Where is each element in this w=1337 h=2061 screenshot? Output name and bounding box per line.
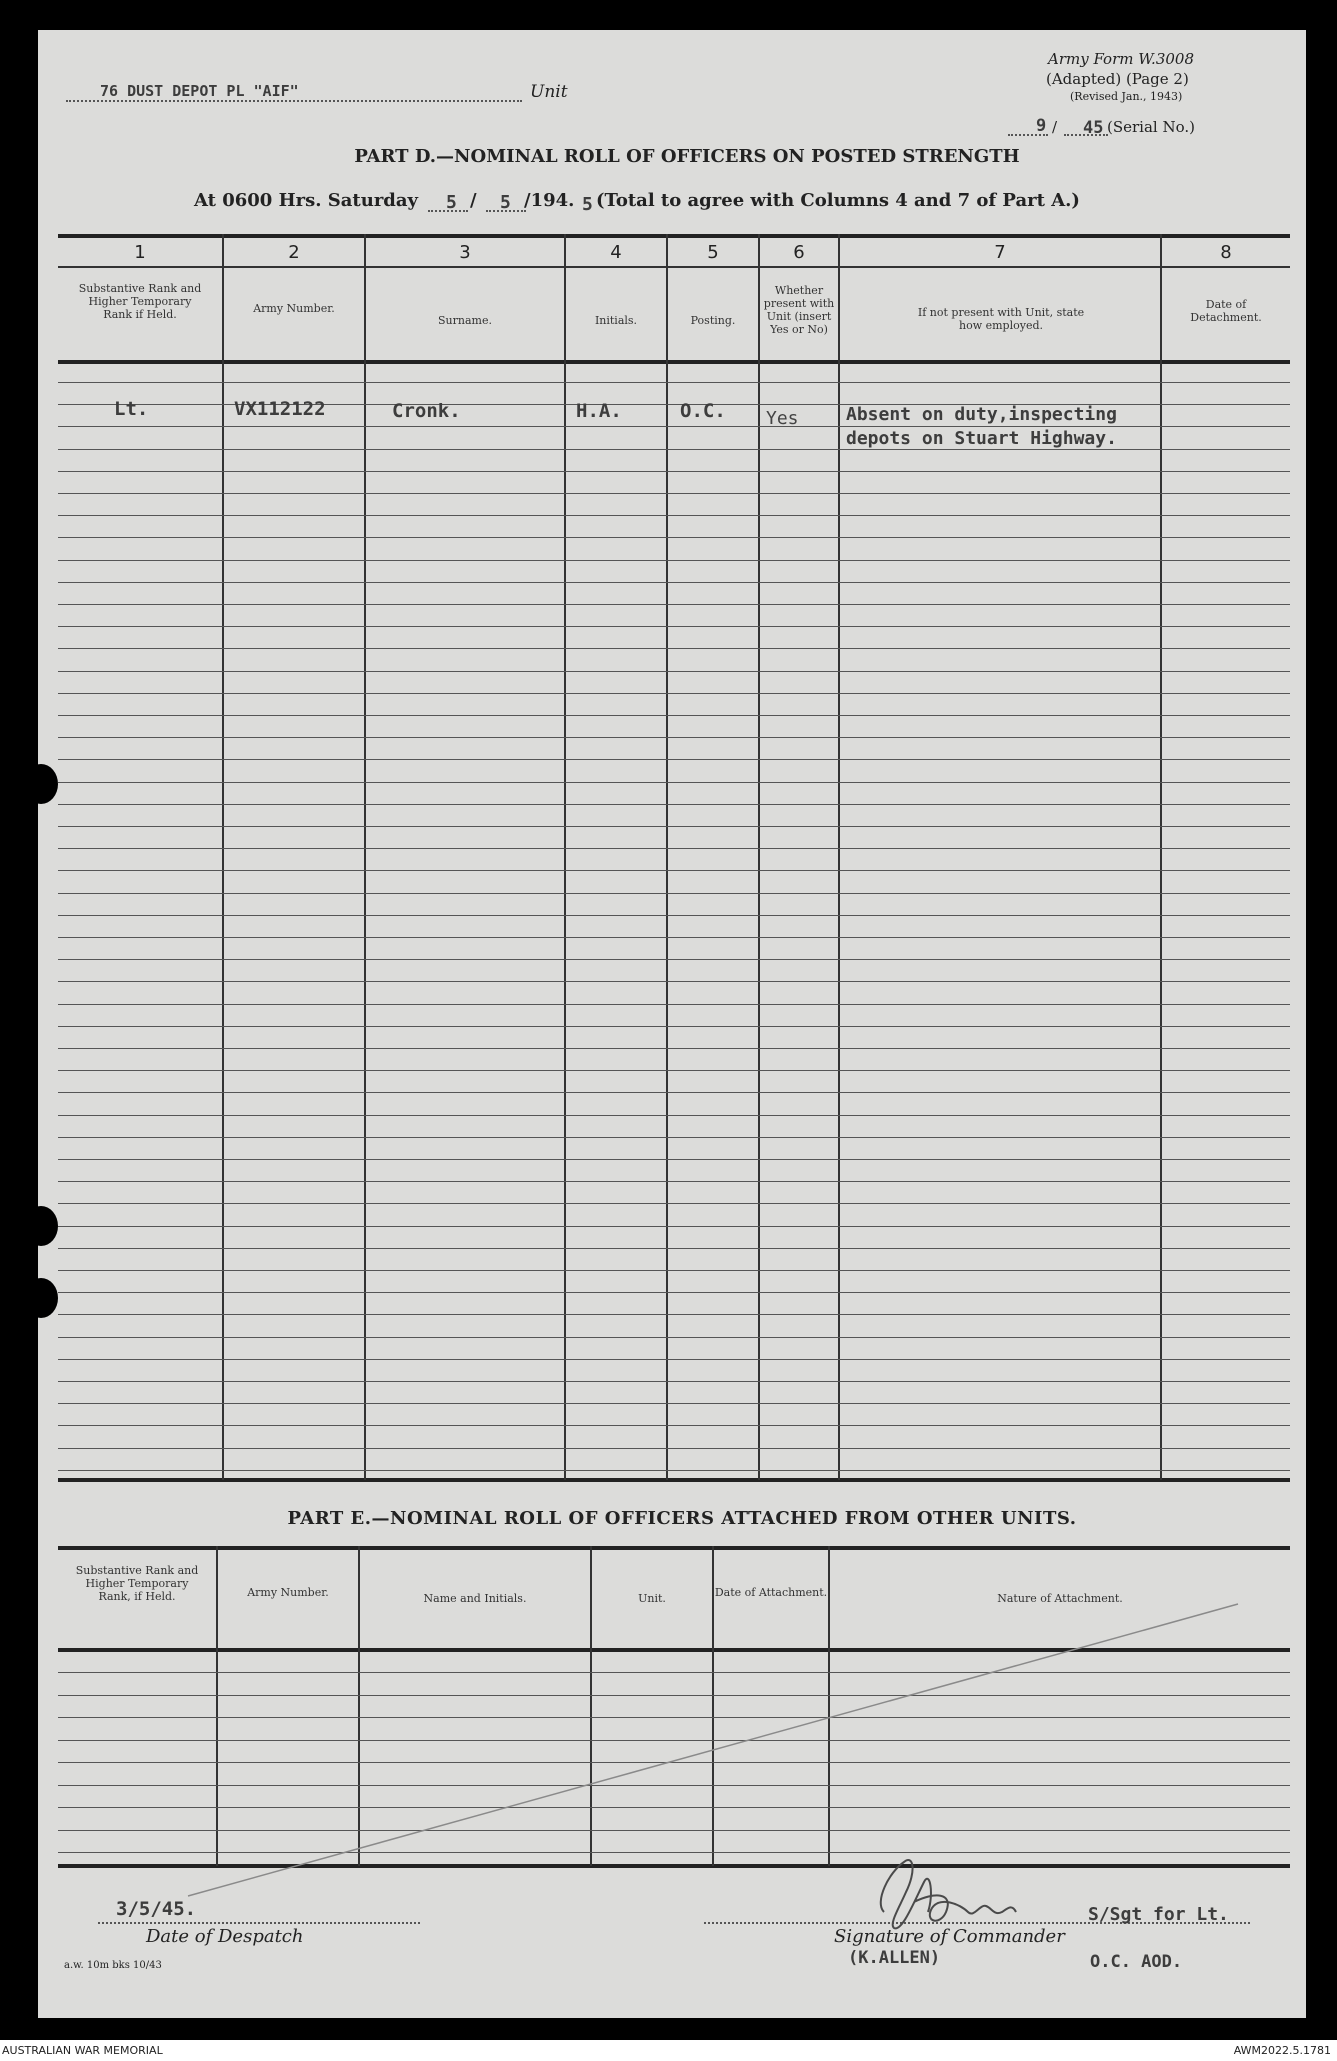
col-heading-army-number: Army Number. bbox=[253, 302, 335, 315]
col-heading-rank: Substantive Rank and Higher Temporary Rank if Held. bbox=[78, 282, 202, 321]
row-employed-line2: depots on Stuart Highway. bbox=[846, 428, 1117, 449]
unit-value: 76 DUST DEPOT PL "AIF" bbox=[100, 82, 299, 100]
e-col-heading-date-attachment: Date of Attachment. bbox=[714, 1586, 828, 1599]
officer-commanding: O.C. AOD. bbox=[1090, 1952, 1183, 1972]
part-d-at-text: At 0600 Hrs. Saturday bbox=[194, 190, 419, 211]
col-heading-posting: Posting. bbox=[690, 314, 736, 327]
col-number-2: 2 bbox=[288, 242, 300, 263]
e-col-heading-rank: Substantive Rank and Higher Temporary Rank, if Held. bbox=[75, 1564, 199, 1603]
archive-name: AUSTRALIAN WAR MEMORIAL bbox=[2, 2044, 163, 2057]
form-revised: (Revised Jan., 1943) bbox=[1070, 90, 1183, 103]
diagonal-cancel-line bbox=[38, 30, 1306, 2018]
archive-id: AWM2022.5.1781 bbox=[1233, 2044, 1331, 2057]
despatch-dotted-line bbox=[98, 1922, 420, 1924]
month-value: 5 bbox=[500, 192, 511, 213]
col-heading-present: Whether present with Unit (insert Yes or No) bbox=[763, 284, 835, 336]
e-col-heading-unit: Unit. bbox=[638, 1592, 666, 1605]
form-page bbox=[38, 30, 1306, 2018]
serial-number: 9 bbox=[1036, 116, 1047, 136]
row-present: Yes bbox=[766, 408, 799, 429]
unit-label: Unit bbox=[530, 82, 568, 102]
col-number-4: 4 bbox=[610, 242, 622, 263]
col-number-1: 1 bbox=[134, 242, 146, 263]
signature-for: S/Sgt for Lt. bbox=[1088, 1904, 1229, 1925]
date-separator: / bbox=[470, 190, 477, 211]
print-code: a.w. 10m bks 10/43 bbox=[64, 1960, 162, 1971]
col-number-7: 7 bbox=[994, 242, 1006, 263]
form-adapted: (Adapted) (Page 2) bbox=[1046, 70, 1189, 88]
serial-separator: / bbox=[1052, 118, 1058, 136]
year-prefix: /194. bbox=[524, 190, 575, 211]
total-note: (Total to agree with Columns 4 and 7 of Part A.) bbox=[596, 190, 1080, 211]
serial-label: (Serial No.) bbox=[1107, 118, 1195, 136]
day-value: 5 bbox=[446, 192, 457, 213]
army-form-number: Army Form W.3008 bbox=[1048, 50, 1194, 68]
e-col-heading-army-number: Army Number. bbox=[247, 1586, 329, 1599]
col-heading-employed: If not present with Unit, state how employed. bbox=[917, 306, 1085, 332]
col-number-5: 5 bbox=[707, 242, 719, 263]
col-heading-detachment: Date of Detachment. bbox=[1190, 298, 1262, 324]
row-army-number: VX112122 bbox=[234, 398, 326, 420]
row-surname: Cronk. bbox=[392, 400, 461, 422]
col-heading-initials: Initials. bbox=[594, 314, 638, 327]
part-e-title: PART E.—NOMINAL ROLL OF OFFICERS ATTACHED FROM OTHER UNITS. bbox=[287, 1508, 1077, 1529]
col-number-8: 8 bbox=[1220, 242, 1232, 263]
col-number-6: 6 bbox=[793, 242, 805, 263]
col-heading-surname: Surname. bbox=[438, 314, 492, 327]
signature-label: Signature of Commander bbox=[834, 1926, 1065, 1947]
row-posting: O.C. bbox=[680, 400, 726, 422]
e-col-heading-name: Name and Initials. bbox=[423, 1592, 527, 1605]
serial-year: 45 bbox=[1083, 118, 1104, 138]
signatory-name: (K.ALLEN) bbox=[848, 1948, 941, 1968]
col-number-3: 3 bbox=[459, 242, 471, 263]
row-employed-line1: Absent on duty,inspecting bbox=[846, 404, 1117, 425]
row-initials: H.A. bbox=[576, 400, 622, 422]
row-rank: Lt. bbox=[114, 398, 149, 420]
part-d-title: PART D.—NOMINAL ROLL OF OFFICERS ON POSTED STRENGTH bbox=[354, 146, 1020, 167]
despatch-label: Date of Despatch bbox=[146, 1926, 304, 1947]
year-digit: 5 bbox=[582, 194, 593, 215]
archive-bar bbox=[0, 2040, 1337, 2061]
e-col-heading-nature: Nature of Attachment. bbox=[997, 1592, 1123, 1605]
despatch-date: 3/5/45. bbox=[116, 1898, 197, 1920]
